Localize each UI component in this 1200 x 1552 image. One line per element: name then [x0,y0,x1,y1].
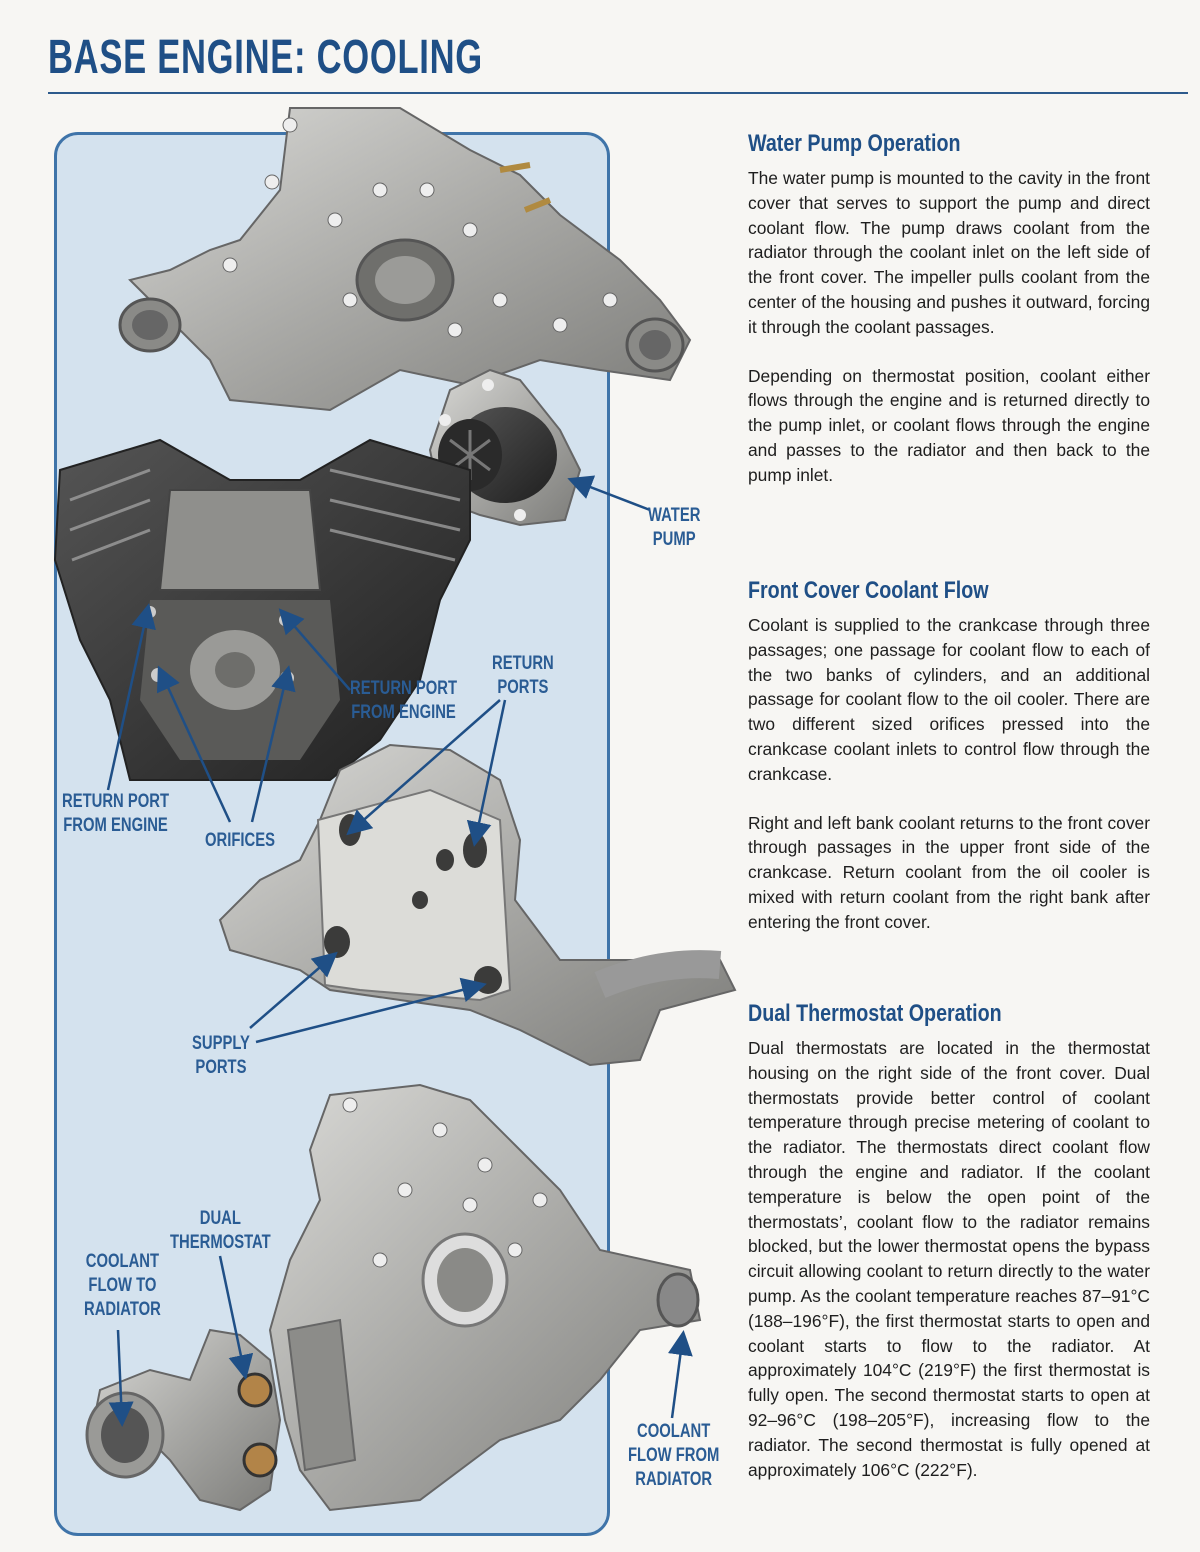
front-cover-back-image [220,745,735,1065]
callout-supply-ports: SUPPLY PORTS [192,1033,250,1078]
front-cover-top-image [120,108,690,410]
callout-return-ports: RETURN PORTS [492,653,554,698]
callout-return-port-center: RETURN PORT FROM ENGINE [350,678,458,723]
callout-dual-thermostat: DUAL THERMOSTAT [170,1208,271,1253]
paragraph: Coolant is supplied to the crankcase through three passages; one passage for coolant flow to each of the two banks of cylinders, and an additional passage for coolant flow to the oil cooler. There are two different sized orifices pressed into the crankcase coolant inlets to control flow through the crankcase. [748,615,1150,784]
paragraph: Depending on thermostat position, coolant either flows through the engine and is returned directly to the pump inlet, or coolant flows through the engine and passes to the radiator and then back to the pump inlet. [748,365,1150,485]
section-heading: Dual Thermostat Operation [748,1000,1002,1027]
callout-coolant-to-radiator: COOLANT FLOW TO RADIATOR [84,1251,161,1320]
paragraph: Dual thermostats are located in the thermostat housing on the right side of the front cover. Dual thermostats provide better control of coolant temperature through precise metering of coolant to the radiator. The thermostats direct coolant flow through the engine and radiator. If the coolant temperature is below the open point of the thermostats’, coolant flow to the radiator remains blocked, but the lower thermostat opens the bypass circuit allowing coolant to return directly to the water pump. As the coolant temperature reaches 87–91°C (188–196°F), the first thermostat starts to open and coolant starts to flow to the radiator. At approximately 104°C (219°F) the first thermostat is fully open. The second thermostat starts to open at 92–96°C (198–205°F), increasing flow to the radiator. The second thermostat is fully opened at approximately 106°C (222°F). [748,1038,1150,1480]
callout-orifices: ORIFICES [205,830,275,851]
section-dual-thermostat [748,1000,1150,1482]
paragraph: The water pump is mounted to the cavity in the front cover that serves to support the pump and direct coolant flow. The pump draws coolant from the radiator through the coolant inlet on the left side of the front cover. The impeller pulls coolant from the center of the housing and pushes it outward, forcing it through the coolant passages. [748,168,1150,337]
section-water-pump [748,130,1150,488]
section-heading: Water Pump Operation [748,130,961,157]
page-title: BASE ENGINE: COOLING [48,31,483,84]
section-heading: Front Cover Coolant Flow [748,577,989,604]
thermostat-housing-image [87,1330,280,1510]
paragraph: Right and left bank coolant returns to the front cover through passages in the upper front side of the crankcase. Return coolant from the oil cooler is mixed with return coolant from the right bank after entering the front cover. [748,812,1150,932]
callout-return-port-left: RETURN PORT FROM ENGINE [62,791,170,836]
callout-water-pump: WATER PUMP [648,505,701,550]
section-front-cover [748,577,1150,935]
engine-block-image [55,440,470,780]
callout-coolant-from-radiator: COOLANT FLOW FROM RADIATOR [628,1421,720,1490]
